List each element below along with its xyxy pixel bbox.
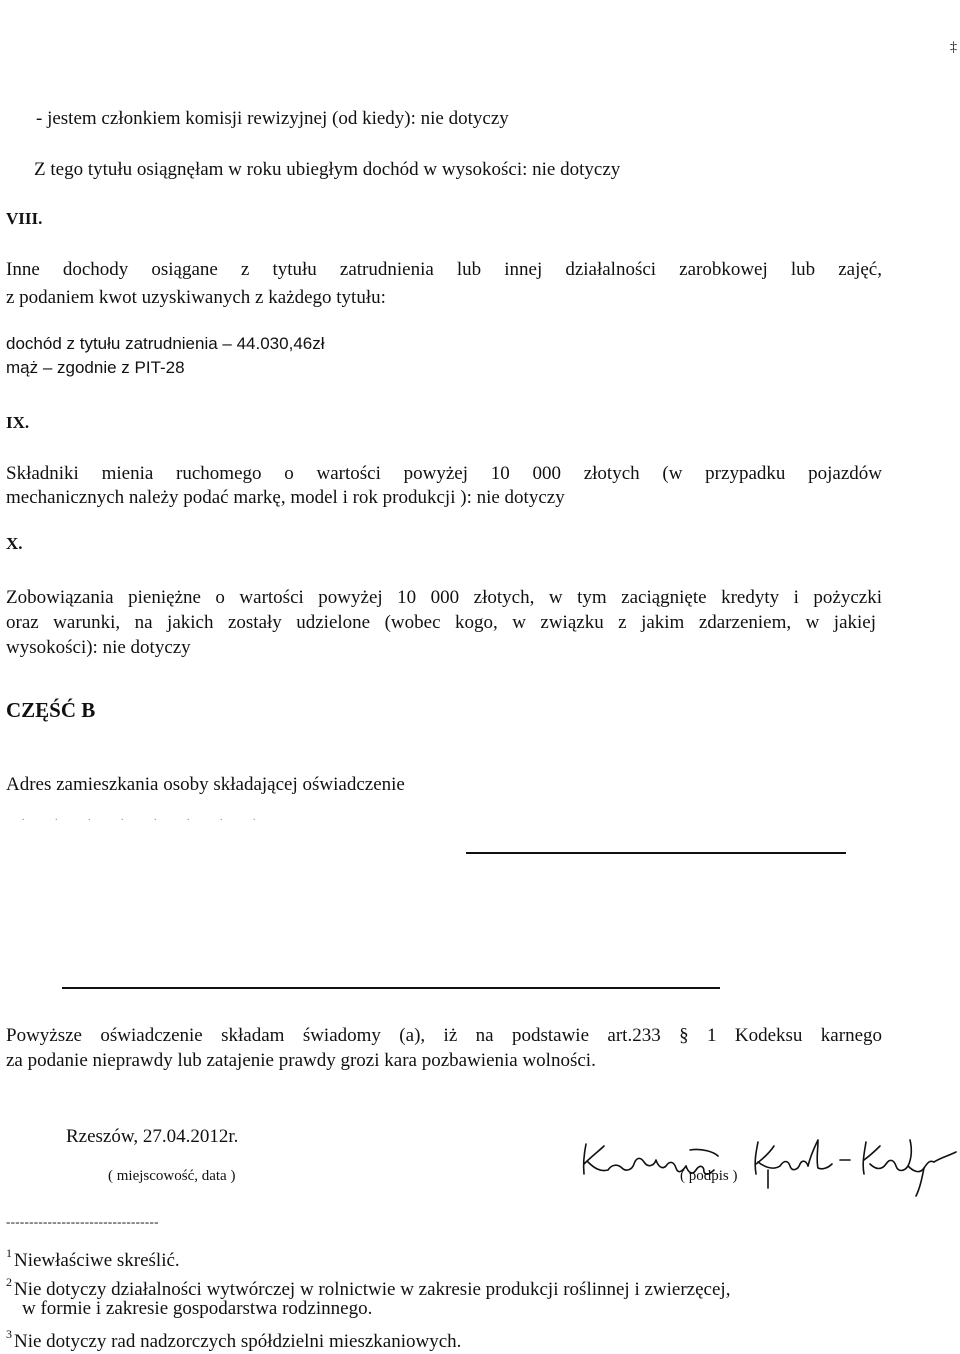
footnote-number: 1 (6, 1246, 12, 1260)
footnote-text: Nie dotyczy działalności wytwórczej w rolnictwie w zakresie produkcji roślinnej i zwierzęcej, (14, 1279, 731, 1300)
section-ix-text-line2: mechanicznych należy podać markę, model i rok produkcji ): nie dotyczy (6, 487, 565, 508)
section-viii-text-line2: z podaniem kwot uzyskiwanych z każdego tytułu: (6, 287, 386, 308)
footnote-number: 2 (6, 1275, 12, 1289)
section-viii-heading: VIII. (6, 209, 43, 228)
address-redaction-line-2 (62, 987, 720, 989)
section-x-heading: X. (6, 534, 23, 553)
section-x-text-line3: wysokości): nie dotyczy (6, 637, 191, 658)
redaction-dots: . . . . . . . . (22, 812, 270, 823)
section-ix-text-line1: Składniki mienia ruchomego o wartości powyżej 10 000 złotych (w przypadku pojazdów (6, 463, 882, 484)
footnote-separator: --------------------------------- (6, 1214, 159, 1229)
section-ix-heading: IX. (6, 413, 30, 432)
footnote-3 (6, 1322, 461, 1354)
corner-mark: ‡ (950, 40, 957, 55)
declaration-line2: za podanie nieprawdy lub zatajenie prawdy grozi kara pozbawienia wolności. (6, 1050, 596, 1071)
footnote-text: Nie dotyczy rad nadzorczych spółdzielni mieszkaniowych. (14, 1331, 462, 1352)
section-viii-text-line1: Inne dochody osiągane z tytułu zatrudnienia lub innej działalności zarobkowej lub zajęć, (6, 259, 882, 280)
employment-income: dochód z tytułu zatrudnienia – 44.030,46zł (6, 334, 325, 353)
place-date-value: Rzeszów, 27.04.2012r. (66, 1126, 239, 1147)
declaration-line1: Powyższe oświadczenie składam świadomy (a), iż na podstawie art.233 § 1 Kodeksu karnego (6, 1025, 882, 1046)
committee-line: - jestem członkiem komisji rewizyjnej (od kiedy): nie dotyczy (36, 108, 509, 129)
footnote-number: 3 (6, 1327, 12, 1341)
footnote-text: Niewłaściwe skreślić. (14, 1250, 180, 1271)
spouse-income-note: mąż – zgodnie z PIT-28 (6, 358, 185, 377)
signature-label: ( podpis ) (680, 1168, 738, 1184)
part-b-heading: CZĘŚĆ B (6, 698, 96, 722)
place-date-label: ( miejscowość, data ) (108, 1168, 236, 1184)
income-line: Z tego tytułu osiągnęłam w roku ubiegłym dochód w wysokości: nie dotyczy (34, 159, 621, 180)
section-x-text-line1: Zobowiązania pieniężne o wartości powyżej 10 000 złotych, w tym zaciągnięte kredyty i pożyczki (6, 587, 882, 608)
section-x-text-line2: oraz warunki, na jakich zostały udzielone (wobec kogo, w związku z jakim zdarzeniem, w jakiej (6, 612, 876, 633)
address-redaction-line-1 (466, 852, 846, 854)
address-label: Adres zamieszkania osoby składającej oświadczenie (6, 774, 405, 795)
handwritten-signature (578, 1130, 960, 1198)
footnote-2-continuation: w formie i zakresie gospodarstwa rodzinnego. (22, 1298, 373, 1319)
footnote-1 (6, 1241, 180, 1273)
